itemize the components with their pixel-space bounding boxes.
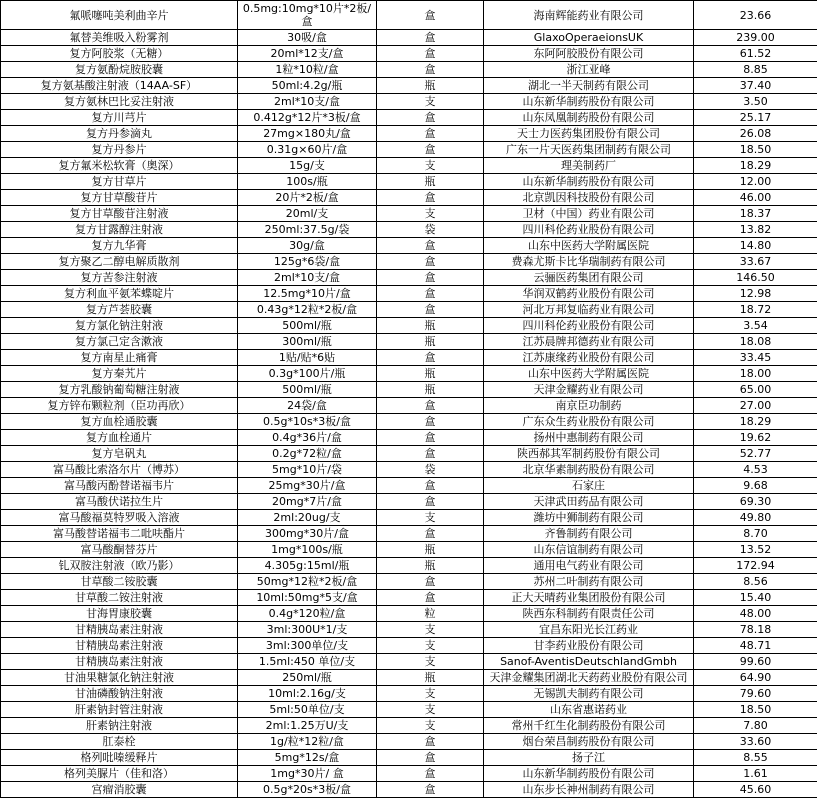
price-cell[interactable]: 7.80 — [694, 718, 817, 734]
price-cell[interactable]: 18.08 — [694, 334, 817, 350]
unit-cell[interactable]: 瓶 — [377, 174, 484, 190]
manufacturer-cell[interactable]: 卫材（中国）药业有限公司 — [484, 206, 694, 222]
table-row — [1, 574, 817, 590]
table-row — [1, 158, 817, 174]
unit-cell[interactable]: 盒 — [377, 478, 484, 494]
table-row — [1, 382, 817, 398]
table-row — [1, 334, 817, 350]
spec-cell[interactable]: 1粒*10粒/盒 — [238, 62, 377, 78]
drug-name-cell[interactable]: 复方甘露醇注射液 — [1, 222, 238, 238]
manufacturer-cell[interactable]: GlaxoOperaeionsUK — [484, 30, 694, 46]
spec-cell[interactable]: 30g/盒 — [238, 238, 377, 254]
spec-cell[interactable]: 1贴/贴*6贴 — [238, 350, 377, 366]
manufacturer-cell[interactable]: 山东中医药大学附属医院 — [484, 366, 694, 382]
table-row — [1, 222, 817, 238]
spec-cell[interactable]: 20片*2板/盒 — [238, 190, 377, 206]
drug-name-cell[interactable]: 复方九华膏 — [1, 238, 238, 254]
table-row — [1, 62, 817, 78]
manufacturer-cell[interactable]: 天士力医药集团股份有限公司 — [484, 126, 694, 142]
unit-cell[interactable]: 支 — [377, 206, 484, 222]
price-cell[interactable]: 15.40 — [694, 590, 817, 606]
spec-cell[interactable]: 250ml:37.5g/袋 — [238, 222, 377, 238]
unit-cell[interactable]: 盒 — [377, 526, 484, 542]
price-cell[interactable]: 27.00 — [694, 398, 817, 414]
drug-name-cell[interactable]: 复方南星止痛膏 — [1, 350, 238, 366]
spec-cell[interactable]: 250ml/瓶 — [238, 670, 377, 686]
spec-cell[interactable]: 2ml*10支/盒 — [238, 270, 377, 286]
table-row — [1, 702, 817, 718]
manufacturer-cell[interactable]: 南京臣功制药 — [484, 398, 694, 414]
price-cell[interactable]: 23.66 — [694, 1, 817, 30]
table-row — [1, 750, 817, 766]
spec-cell[interactable]: 1.5ml:450 单位/支 — [238, 654, 377, 670]
table-row — [1, 686, 817, 702]
spec-cell[interactable]: 0.5g*10s*3板/盒 — [238, 414, 377, 430]
spec-cell[interactable]: 12.5mg*10片/盒 — [238, 286, 377, 302]
unit-cell[interactable]: 支 — [377, 654, 484, 670]
drug-name-cell[interactable]: 复方氟米松软膏（奥深） — [1, 158, 238, 174]
table-row — [1, 734, 817, 750]
table-row — [1, 206, 817, 222]
price-cell[interactable]: 25.17 — [694, 110, 817, 126]
unit-cell[interactable]: 盒 — [377, 286, 484, 302]
drug-name-cell[interactable]: 甘精胰岛素注射液 — [1, 638, 238, 654]
table-row — [1, 142, 817, 158]
table-row — [1, 766, 817, 782]
drug-name-cell[interactable]: 复方氨酚烷胺胶囊 — [1, 62, 238, 78]
manufacturer-cell[interactable]: 山东凤凰制药股份有限公司 — [484, 110, 694, 126]
table-row — [1, 414, 817, 430]
table-row — [1, 366, 817, 382]
drug-name-cell[interactable]: 复方利血平氨苯蝶啶片 — [1, 286, 238, 302]
unit-cell[interactable]: 盒 — [377, 110, 484, 126]
drug-name-cell[interactable]: 复方丹参滴丸 — [1, 126, 238, 142]
spec-cell[interactable]: 4.305g:15ml/瓶 — [238, 558, 377, 574]
unit-cell[interactable]: 支 — [377, 510, 484, 526]
unit-cell[interactable]: 盒 — [377, 302, 484, 318]
unit-cell[interactable]: 盒 — [377, 350, 484, 366]
manufacturer-cell[interactable]: 东阿阿胶股份有限公司 — [484, 46, 694, 62]
manufacturer-cell[interactable]: 云骊医药集团有限公司 — [484, 270, 694, 286]
drug-name-cell[interactable]: 肝素钠封管注射液 — [1, 702, 238, 718]
drug-name-cell[interactable]: 复方氯己定含漱液 — [1, 334, 238, 350]
price-cell[interactable]: 48.71 — [694, 638, 817, 654]
spec-cell[interactable]: 27mg×180丸/盒 — [238, 126, 377, 142]
unit-cell[interactable]: 瓶 — [377, 542, 484, 558]
manufacturer-cell[interactable]: 浙江亚峰 — [484, 62, 694, 78]
manufacturer-cell[interactable]: 陕西东科制药有限责任公司 — [484, 606, 694, 622]
unit-cell[interactable]: 盒 — [377, 46, 484, 62]
drug-name-cell[interactable]: 富马酸酮替芬片 — [1, 542, 238, 558]
price-cell[interactable]: 18.37 — [694, 206, 817, 222]
price-cell[interactable]: 9.68 — [694, 478, 817, 494]
manufacturer-cell[interactable]: 江苏晨牌邦德药业有限公司 — [484, 334, 694, 350]
spec-cell[interactable]: 20mg*7片/盒 — [238, 494, 377, 510]
spec-cell[interactable]: 2ml*10支/盒 — [238, 94, 377, 110]
spec-cell[interactable]: 50mg*12粒*2板/盒 — [238, 574, 377, 590]
table-row — [1, 590, 817, 606]
table-row — [1, 286, 817, 302]
table-row — [1, 110, 817, 126]
spec-cell[interactable]: 0.412g*12片*3板/盒 — [238, 110, 377, 126]
table-row — [1, 718, 817, 734]
spec-cell[interactable]: 50ml:4.2g/瓶 — [238, 78, 377, 94]
manufacturer-cell[interactable]: 陕西郝其军制药股份有限公司 — [484, 446, 694, 462]
price-cell[interactable]: 48.00 — [694, 606, 817, 622]
unit-cell[interactable]: 瓶 — [377, 558, 484, 574]
manufacturer-cell[interactable]: 四川科伦药业股份有限公司 — [484, 318, 694, 334]
price-cell[interactable]: 61.52 — [694, 46, 817, 62]
price-cell[interactable]: 8.55 — [694, 750, 817, 766]
spec-cell[interactable]: 25mg*30片/盒 — [238, 478, 377, 494]
unit-cell[interactable]: 盒 — [377, 574, 484, 590]
drug-name-cell[interactable]: 肝素钠注射液 — [1, 718, 238, 734]
price-cell[interactable]: 37.40 — [694, 78, 817, 94]
unit-cell[interactable]: 瓶 — [377, 670, 484, 686]
drug-name-cell[interactable]: 甘草酸二铵胶囊 — [1, 574, 238, 590]
unit-cell[interactable]: 盒 — [377, 430, 484, 446]
drug-name-cell[interactable]: 复方氨基酸注射液（14AA-SF） — [1, 78, 238, 94]
drug-name-cell[interactable]: 甘海胃康胶囊 — [1, 606, 238, 622]
table-row — [1, 30, 817, 46]
drug-name-cell[interactable]: 复方丹参片 — [1, 142, 238, 158]
unit-cell[interactable]: 支 — [377, 94, 484, 110]
manufacturer-cell[interactable]: 天津金耀药业有限公司 — [484, 382, 694, 398]
manufacturer-cell[interactable]: 山东中医药大学附属医院 — [484, 238, 694, 254]
spec-cell[interactable]: 3ml:300U*1/支 — [238, 622, 377, 638]
drug-name-cell[interactable]: 复方乳酸钠葡萄糖注射液 — [1, 382, 238, 398]
price-cell[interactable]: 18.00 — [694, 366, 817, 382]
drug-name-cell[interactable]: 复方甘草酸苷片 — [1, 190, 238, 206]
table-row — [1, 94, 817, 110]
manufacturer-cell[interactable]: 正大天晴药业集团股份有限公司 — [484, 590, 694, 606]
drug-name-cell[interactable]: 甘油果糖氯化钠注射液 — [1, 670, 238, 686]
spec-cell[interactable]: 100s/瓶 — [238, 174, 377, 190]
manufacturer-cell[interactable]: 广东众生药业股份有限公司 — [484, 414, 694, 430]
drug-name-cell[interactable]: 氟替美维吸入粉雾剂 — [1, 30, 238, 46]
price-cell[interactable]: 69.30 — [694, 494, 817, 510]
price-cell[interactable]: 18.50 — [694, 142, 817, 158]
drug-name-cell[interactable]: 复方血栓通胶囊 — [1, 414, 238, 430]
drug-name-cell[interactable]: 甘精胰岛素注射液 — [1, 622, 238, 638]
drug-name-cell[interactable]: 复方聚乙二醇电解质散剂 — [1, 254, 238, 270]
unit-cell[interactable]: 盒 — [377, 254, 484, 270]
unit-cell[interactable]: 支 — [377, 622, 484, 638]
manufacturer-cell[interactable]: 天津武田药品有限公司 — [484, 494, 694, 510]
manufacturer-cell[interactable]: 山东新华制药股份有限公司 — [484, 766, 694, 782]
spec-cell[interactable]: 5ml:50单位/支 — [238, 702, 377, 718]
price-cell[interactable]: 1.61 — [694, 766, 817, 782]
price-cell[interactable]: 65.00 — [694, 382, 817, 398]
price-cell[interactable]: 18.29 — [694, 158, 817, 174]
spec-cell[interactable]: 20ml/支 — [238, 206, 377, 222]
unit-cell[interactable]: 盒 — [377, 446, 484, 462]
drug-name-cell[interactable]: 复方阿胶浆（无糖） — [1, 46, 238, 62]
price-cell[interactable]: 4.53 — [694, 462, 817, 478]
drug-name-cell[interactable]: 复方秦艽片 — [1, 366, 238, 382]
price-cell[interactable]: 45.60 — [694, 782, 817, 798]
drug-name-cell[interactable]: 甘油磷酸钠注射液 — [1, 686, 238, 702]
drug-name-cell[interactable]: 甘精胰岛素注射液 — [1, 654, 238, 670]
price-cell[interactable]: 12.98 — [694, 286, 817, 302]
unit-cell[interactable]: 盒 — [377, 782, 484, 798]
drug-name-cell[interactable]: 复方甘草酸苷注射液 — [1, 206, 238, 222]
table-row — [1, 350, 817, 366]
unit-cell[interactable]: 盒 — [377, 190, 484, 206]
table-row — [1, 302, 817, 318]
drug-name-cell[interactable]: 复方氯化钠注射液 — [1, 318, 238, 334]
spec-cell[interactable]: 0.5mg:10mg*10片*2板/盒 — [238, 1, 377, 30]
unit-cell[interactable]: 盒 — [377, 414, 484, 430]
price-cell[interactable]: 13.52 — [694, 542, 817, 558]
price-cell[interactable]: 13.82 — [694, 222, 817, 238]
table-row — [1, 174, 817, 190]
spec-cell[interactable]: 125g*6袋/盒 — [238, 254, 377, 270]
unit-cell[interactable]: 盒 — [377, 734, 484, 750]
drug-name-cell[interactable]: 复方苦参注射液 — [1, 270, 238, 286]
table-body — [1, 1, 817, 798]
table-row — [1, 510, 817, 526]
price-cell[interactable]: 8.70 — [694, 526, 817, 542]
manufacturer-cell[interactable]: 费森尤斯卡比华瑞制药有限公司 — [484, 254, 694, 270]
price-cell[interactable]: 8.56 — [694, 574, 817, 590]
drug-name-cell[interactable]: 氟哌噻吨美利曲辛片 — [1, 1, 238, 30]
spec-cell[interactable]: 0.43g*12粒*2板/盒 — [238, 302, 377, 318]
unit-cell[interactable]: 粒 — [377, 606, 484, 622]
spec-cell[interactable]: 500ml/瓶 — [238, 382, 377, 398]
unit-cell[interactable]: 支 — [377, 158, 484, 174]
manufacturer-cell[interactable]: 山东步长神州制药有限公司 — [484, 782, 694, 798]
table-row — [1, 190, 817, 206]
manufacturer-cell[interactable]: 常州千红生化制药股份有限公司 — [484, 718, 694, 734]
manufacturer-cell[interactable]: 河北万邦复临药业有限公司 — [484, 302, 694, 318]
spec-cell[interactable]: 10ml:2.16g/支 — [238, 686, 377, 702]
spec-cell[interactable]: 5mg*12s/盒 — [238, 750, 377, 766]
unit-cell[interactable]: 瓶 — [377, 78, 484, 94]
price-cell[interactable]: 64.90 — [694, 670, 817, 686]
table-row — [1, 126, 817, 142]
table-row — [1, 462, 817, 478]
unit-cell[interactable]: 盒 — [377, 1, 484, 30]
manufacturer-cell[interactable]: Sanof-AventisDeutschlandGmbh — [484, 654, 694, 670]
table-row — [1, 478, 817, 494]
manufacturer-cell[interactable]: 石家庄 — [484, 478, 694, 494]
manufacturer-cell[interactable]: 山东信谊制药有限公司 — [484, 542, 694, 558]
price-cell[interactable]: 14.80 — [694, 238, 817, 254]
manufacturer-cell[interactable]: 广东一片天医药集团制药有限公司 — [484, 142, 694, 158]
table-row — [1, 622, 817, 638]
table-row — [1, 542, 817, 558]
unit-cell[interactable]: 盒 — [377, 494, 484, 510]
manufacturer-cell[interactable]: 扬州中惠制药有限公司 — [484, 430, 694, 446]
table-row — [1, 78, 817, 94]
manufacturer-cell[interactable]: 扬子江 — [484, 750, 694, 766]
drug-name-cell[interactable]: 富马酸福莫特罗吸入溶液 — [1, 510, 238, 526]
manufacturer-cell[interactable]: 华润双鹤药业股份有限公司 — [484, 286, 694, 302]
price-cell[interactable]: 52.77 — [694, 446, 817, 462]
manufacturer-cell[interactable]: 潍坊中狮制药有限公司 — [484, 510, 694, 526]
price-cell[interactable]: 78.18 — [694, 622, 817, 638]
spec-cell[interactable]: 5mg*10片/袋 — [238, 462, 377, 478]
drug-name-cell[interactable]: 宫瘤消胶囊 — [1, 782, 238, 798]
manufacturer-cell[interactable]: 宜昌东阳光长江药业 — [484, 622, 694, 638]
spec-cell[interactable]: 0.4g*120粒/盒 — [238, 606, 377, 622]
unit-cell[interactable]: 瓶 — [377, 382, 484, 398]
drug-name-cell[interactable]: 复方芦荟胶囊 — [1, 302, 238, 318]
price-cell[interactable]: 46.00 — [694, 190, 817, 206]
manufacturer-cell[interactable]: 山东省惠诺药业 — [484, 702, 694, 718]
table-row — [1, 254, 817, 270]
manufacturer-cell[interactable]: 甘李药业股份有限公司 — [484, 638, 694, 654]
table-row — [1, 46, 817, 62]
price-cell[interactable]: 33.67 — [694, 254, 817, 270]
unit-cell[interactable]: 盒 — [377, 238, 484, 254]
unit-cell[interactable]: 支 — [377, 718, 484, 734]
manufacturer-cell[interactable]: 通用电气药业有限公司 — [484, 558, 694, 574]
unit-cell[interactable]: 瓶 — [377, 318, 484, 334]
spec-cell[interactable]: 20ml*12支/盒 — [238, 46, 377, 62]
unit-cell[interactable]: 盒 — [377, 30, 484, 46]
price-cell[interactable]: 12.00 — [694, 174, 817, 190]
drug-name-cell[interactable]: 富马酸替诺福韦二吡呋酯片 — [1, 526, 238, 542]
table-row — [1, 430, 817, 446]
table-row — [1, 270, 817, 286]
price-cell[interactable]: 33.60 — [694, 734, 817, 750]
spec-cell[interactable]: 300ml/瓶 — [238, 334, 377, 350]
price-cell[interactable]: 3.50 — [694, 94, 817, 110]
drug-name-cell[interactable]: 复方甘草片 — [1, 174, 238, 190]
spec-cell[interactable]: 1mg*30片/ 盒 — [238, 766, 377, 782]
drug-name-cell[interactable]: 复方川芎片 — [1, 110, 238, 126]
price-cell[interactable]: 26.08 — [694, 126, 817, 142]
manufacturer-cell[interactable]: 海南辉能药业有限公司 — [484, 1, 694, 30]
unit-cell[interactable]: 袋 — [377, 462, 484, 478]
spec-cell[interactable]: 1mg*100s/瓶 — [238, 542, 377, 558]
unit-cell[interactable]: 盒 — [377, 62, 484, 78]
unit-cell[interactable]: 盒 — [377, 590, 484, 606]
unit-cell[interactable]: 盒 — [377, 750, 484, 766]
price-cell[interactable]: 8.85 — [694, 62, 817, 78]
manufacturer-cell[interactable]: 江苏康缘药业股份有限公司 — [484, 350, 694, 366]
unit-cell[interactable]: 盒 — [377, 270, 484, 286]
manufacturer-cell[interactable]: 天津金耀集团湖北天药药业股份有限公司 — [484, 670, 694, 686]
manufacturer-cell[interactable]: 齐鲁制药有限公司 — [484, 526, 694, 542]
manufacturer-cell[interactable]: 烟台荣昌制药股份有限公司 — [484, 734, 694, 750]
spec-cell[interactable]: 2ml:20ug/支 — [238, 510, 377, 526]
price-cell[interactable]: 239.00 — [694, 30, 817, 46]
drug-name-cell[interactable]: 富马酸比索洛尔片（博苏） — [1, 462, 238, 478]
price-cell[interactable]: 99.60 — [694, 654, 817, 670]
drug-name-cell[interactable]: 甘草酸二铵注射液 — [1, 590, 238, 606]
spec-cell[interactable]: 300mg*30片/盒 — [238, 526, 377, 542]
spec-cell[interactable]: 10ml:50mg*5支/盒 — [238, 590, 377, 606]
table-row — [1, 238, 817, 254]
table-row — [1, 654, 817, 670]
price-cell[interactable]: 33.45 — [694, 350, 817, 366]
unit-cell[interactable]: 支 — [377, 702, 484, 718]
spec-cell[interactable]: 1g/粒*12粒/盒 — [238, 734, 377, 750]
spec-cell[interactable]: 0.3g*100片/瓶 — [238, 366, 377, 382]
price-cell[interactable]: 18.29 — [694, 414, 817, 430]
drug-name-cell[interactable]: 格列吡嗪缓释片 — [1, 750, 238, 766]
drug-name-cell[interactable]: 钆双胺注射液（欧乃影） — [1, 558, 238, 574]
price-cell[interactable]: 146.50 — [694, 270, 817, 286]
unit-cell[interactable]: 瓶 — [377, 366, 484, 382]
drug-name-cell[interactable]: 复方氨林巴比妥注射液 — [1, 94, 238, 110]
manufacturer-cell[interactable]: 苏州二叶制药有限公司 — [484, 574, 694, 590]
spec-cell[interactable]: 15g/支 — [238, 158, 377, 174]
manufacturer-cell[interactable]: 北京凯因科技股份有限公司 — [484, 190, 694, 206]
manufacturer-cell[interactable]: 山东新华制药股份有限公司 — [484, 174, 694, 190]
spec-cell[interactable]: 0.31g×60片/盒 — [238, 142, 377, 158]
price-cell[interactable]: 79.60 — [694, 686, 817, 702]
unit-cell[interactable]: 支 — [377, 686, 484, 702]
drug-name-cell[interactable]: 肛泰栓 — [1, 734, 238, 750]
table-row — [1, 782, 817, 798]
unit-cell[interactable]: 盒 — [377, 142, 484, 158]
table-row — [1, 318, 817, 334]
table-row — [1, 558, 817, 574]
manufacturer-cell[interactable]: 山东新华制药股份有限公司 — [484, 94, 694, 110]
price-cell[interactable]: 49.80 — [694, 510, 817, 526]
table-row — [1, 494, 817, 510]
drug-name-cell[interactable]: 格列美脲片（佳和洛） — [1, 766, 238, 782]
spec-cell[interactable]: 2ml:1.25万U/支 — [238, 718, 377, 734]
drug-name-cell[interactable]: 复方血栓通片 — [1, 430, 238, 446]
unit-cell[interactable]: 支 — [377, 638, 484, 654]
table-row — [1, 1, 817, 30]
table-row — [1, 446, 817, 462]
manufacturer-cell[interactable]: 理美制药厂 — [484, 158, 694, 174]
drug-name-cell[interactable]: 富马酸伏诺拉生片 — [1, 494, 238, 510]
unit-cell[interactable]: 盒 — [377, 766, 484, 782]
table-row — [1, 526, 817, 542]
price-cell[interactable]: 3.54 — [694, 318, 817, 334]
drug-name-cell[interactable]: 复方锌布颗粒剂（臣功再欣） — [1, 398, 238, 414]
spec-cell[interactable]: 30吸/盒 — [238, 30, 377, 46]
price-cell[interactable]: 19.62 — [694, 430, 817, 446]
manufacturer-cell[interactable]: 北京华素制药股份有限公司 — [484, 462, 694, 478]
spec-cell[interactable]: 0.4g*36片/盒 — [238, 430, 377, 446]
manufacturer-cell[interactable]: 四川科伦药业股份有限公司 — [484, 222, 694, 238]
table-row — [1, 638, 817, 654]
unit-cell[interactable]: 盒 — [377, 398, 484, 414]
unit-cell[interactable]: 袋 — [377, 222, 484, 238]
spec-cell[interactable]: 0.2g*72粒/盒 — [238, 446, 377, 462]
manufacturer-cell[interactable]: 湖北一半天制药有限公司 — [484, 78, 694, 94]
price-cell[interactable]: 18.72 — [694, 302, 817, 318]
table-row — [1, 398, 817, 414]
table-row — [1, 670, 817, 686]
table-row — [1, 606, 817, 622]
spec-cell[interactable]: 500ml/瓶 — [238, 318, 377, 334]
price-cell[interactable]: 172.94 — [694, 558, 817, 574]
unit-cell[interactable]: 瓶 — [377, 334, 484, 350]
spec-cell[interactable]: 3ml:300单位/支 — [238, 638, 377, 654]
spec-cell[interactable]: 24袋/盒 — [238, 398, 377, 414]
spec-cell[interactable]: 0.5g*20s*3板/盒 — [238, 782, 377, 798]
unit-cell[interactable]: 盒 — [377, 126, 484, 142]
drug-name-cell[interactable]: 复方皂矾丸 — [1, 446, 238, 462]
drug-name-cell[interactable]: 富马酸丙酚替诺福韦片 — [1, 478, 238, 494]
manufacturer-cell[interactable]: 无锡凯夫制药有限公司 — [484, 686, 694, 702]
price-cell[interactable]: 18.50 — [694, 702, 817, 718]
